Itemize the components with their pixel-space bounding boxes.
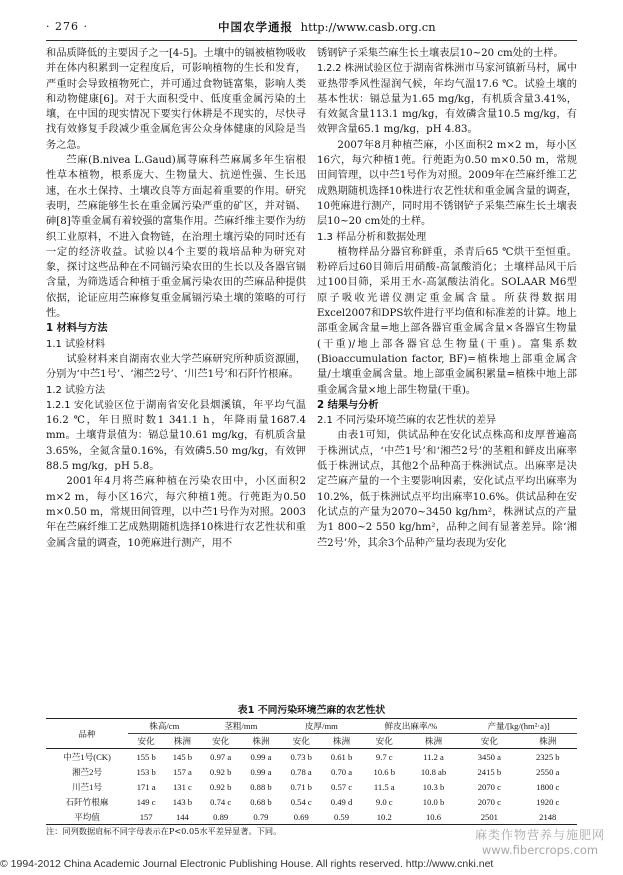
table-cell: 149 c [136, 796, 156, 807]
paragraph: 2007年8月种植苎麻，小区面积2 m×2 m，每小区16穴，每穴种植1蔸。行蔸距为0.50 m×0.50 m，常规田间管理，以中苎1号作为对照。2009年在苎麻纤维工艺成熟期随机选择10株进行农艺性状和重金属含量的调查，10蔸麻进行测产，同时用不锈钢铲子采集苎麻生长土壤表层10~20 cm处的土样。 [317, 139, 577, 228]
table-cell: 0.92 b [209, 766, 232, 777]
table-cell: 10.2 [362, 809, 407, 825]
table-cell-variety: 平均值 [46, 809, 128, 825]
table-cell: 1920 c [536, 796, 560, 807]
subsection-heading: 1.2 试验方法 [46, 384, 106, 396]
table-header-site: 安化 [362, 734, 407, 749]
table-header-site: 株洲 [321, 734, 361, 749]
table-header-site: 安化 [128, 734, 164, 749]
table-cell: 0.74 c [210, 796, 232, 807]
table-header-site: 安化 [201, 734, 241, 749]
paragraph: 试验材料来自湖南农业大学苎麻研究所种质资源圃，分别为‘中苎1号’、‘湘苎2号’、‘川苎1号’和石阡竹根麻。 [46, 353, 306, 381]
paragraph [46, 398, 306, 474]
table-header-site: 株洲 [519, 734, 577, 749]
table-cell: 0.59 [321, 809, 361, 825]
table-cell: 0.99 a [250, 751, 272, 762]
table-cell: 9.0 c [375, 796, 393, 807]
table-cell: 11.5 a [373, 781, 395, 792]
table-row [46, 794, 577, 809]
agronomic-traits-table [46, 718, 577, 825]
table-cell: 2550 a [536, 766, 560, 777]
section-heading: 1 材料与方法 [46, 323, 108, 335]
watermark-line: www.fibercrops.com [481, 843, 599, 857]
table-header-site: 株洲 [164, 734, 200, 749]
table-cell: 2070 c [477, 796, 501, 807]
watermark-line: 麻类作物营养与施肥网 [474, 828, 605, 842]
sub-subsection-heading: 1.2.2 株洲试验区 [317, 63, 393, 75]
paragraph: 植物样品分器官称鲜重，杀青后65 ℃烘干至恒重。粉碎后过60目筛后用硝酸-高氯酸消化；土壤样品风干后过100目筛，采用王水-高氯酸法消化。SOLAAR M6型原子吸收光谱仪测定重金属含量。所获得数据用Excel2007和DPS软件进行平均值和标准差的计算。地上部重金属含量=地上部各器官重金属含量×各器官生物量(干重)/地上部各器官总生物量(干重)。富集系数(Bioaccumulation factor, BF)=植株地上部重金属含量/土壤重金属含量。地上部重金属积累量=植株中地上部重金属含量×地上部生物量(干重)。 [317, 246, 577, 396]
page-number: · 276 · [46, 20, 88, 33]
watermark [475, 826, 605, 857]
table-row [46, 764, 577, 779]
table-cell: 0.78 a [290, 766, 312, 777]
table-cell: 10.6 [407, 809, 460, 825]
table-cell: 0.49 d [330, 796, 353, 807]
table-cell: 171 a [136, 781, 156, 792]
table-cell: 3450 a [477, 751, 501, 762]
paragraph: 苎麻(B.nivea L.Gaud)属荨麻科苎麻属多年生宿根性草本植物，根系庞大、生物量大、抗逆性强、生长迅速，在水土保持、土壤改良等方面起着重要的作用。研究表明，苎麻能够生长在重金属污染严重的矿区，并对镉、砷[8]等重金属有着较强的富集作用。苎麻纤维主要作为纺织工业原料，不进入食物链，在治理土壤污染的同时还有一定的经济收益。试验以4个主要的栽培品种为研究对象，探讨这些品种在不同镉污染农田的生长以及各器官镉含量，为筛选适合种植于重金属污染农田的苎麻品种提供依据，论证应用苎麻修复重金属镉污染土壤的策略的可行性。 [46, 155, 306, 320]
subsection-heading: 1.3 样品分析和数据处理 [317, 231, 427, 243]
left-column [46, 46, 306, 551]
table-cell: 0.54 c [290, 796, 312, 807]
table-cell: 0.97 a [210, 751, 232, 762]
table-header-group: 皮厚/mm [281, 719, 362, 734]
table-cell: 10.0 b [422, 796, 445, 807]
paragraph: 由表1可知，供试品种在安化试点株高和皮厚普遍高于株洲试点，‘中苎1号’和‘湘苎2号’的茎粗和鲜皮出麻率低于株洲试点，其他2个品种高于株洲试点。出麻率是决定苎麻产量的一个主要影响因素，安化试点平均出麻率为10.2%，低于株洲试点平均出麻率10.6%。供试品种在安化试点的产量为2070~3450 kg/hm²，株洲试点的产量为1 800~2 550 kg/hm²，品种之间有显著差异。除‘湘苎2号’外，其余3个品种产量均表现为安化 [317, 430, 577, 549]
table-cell: 9.7 c [375, 751, 393, 762]
table-cell: 0.73 b [290, 751, 312, 762]
paragraph: 和品质降低的主要因子之一[4-5]。土壤中的镉被植物吸收并在体内积累到一定程度后，可影响植物的生长和发育，严重时会导致植物死亡，并可通过食物链富集，影响人类和动物健康[6]。对于大面积受中、低度重金属污染的土壤，在中国的现实情况下要实行休耕是不现实的，尽快寻找有效修复手段减少重金属危害公众身体健康的风险是当务之急。 [46, 48, 306, 151]
table-cell: 2415 b [477, 766, 502, 777]
table-cell: 157 [128, 809, 164, 825]
table-cell: 0.68 b [250, 796, 272, 807]
paragraph-text: 位于湖南省安化县烟溪镇，年平均气温16.2 ℃，年日照时数1 341.1 h，年降雨量1687.4 mm。土壤背景值为：镉总量10.61 mg/kg，有机质含量3.65%，全氮含量0.16%，有效磷5.50 mg/kg，有效钾88.5 mg/kg，pH 5.8。 [46, 399, 306, 473]
table-cell: 0.79 [241, 809, 281, 825]
table-cell: 0.71 b [290, 781, 312, 792]
table-cell: 131 c [172, 781, 192, 792]
table-cell: 0.89 [201, 809, 241, 825]
table-cell: 0.92 b [209, 781, 232, 792]
table-cell-variety: 石阡竹根麻 [65, 796, 109, 807]
table-cell: 153 b [136, 766, 156, 777]
right-column [317, 46, 577, 551]
table-cell: 0.88 b [250, 781, 272, 792]
copyright-footer: © 1994-2012 China Academic Journal Electronic Publishing House. All rights reserved. http://www.cnki.net [0, 858, 494, 870]
table-header-group: 茎粗/mm [201, 719, 282, 734]
section-heading: 2 结果与分析 [317, 399, 379, 411]
header-divider [46, 40, 577, 41]
table-cell-variety: 湘苎2号 [71, 766, 103, 777]
journal-url[interactable]: http://www.casb.org.cn [300, 20, 436, 34]
table-row [46, 749, 577, 765]
table-cell: 11.2 a [423, 751, 444, 762]
table-cell-variety: 川苎1号 [71, 781, 103, 792]
table-cell: 2501 [460, 809, 518, 825]
table-row [46, 809, 577, 825]
table-cell: 0.61 b [330, 751, 353, 762]
table-cell: 2325 b [535, 751, 560, 762]
table-header-site: 株洲 [407, 734, 460, 749]
table-cell: 0.99 a [250, 766, 272, 777]
paragraph-text: 位于湖南省株洲市马家河镇新马村，属中亚热带季风性湿润气候，年均气温17.6 ℃。试验土壤的基本性状：镉总量为1.65 mg/kg，有机质含量3.41%，有效氮含量113.1 mg/kg，有效磷含量10.5 mg/kg，有效钾含量65.1 mg/kg，pH 4.83。 [317, 63, 578, 136]
table-header-site: 安化 [460, 734, 518, 749]
table-cell: 0.70 a [331, 766, 353, 777]
table-cell: 10.8 ab [420, 766, 447, 777]
running-header [218, 19, 436, 35]
table-cell: 10.6 b [373, 766, 395, 777]
table-cell: 143 b [172, 796, 193, 807]
sub-subsection-heading: 1.2.1 安化试验区 [46, 399, 125, 411]
table-cell: 157 a [172, 766, 192, 777]
table-cell: 2070 c [477, 781, 501, 792]
subsection-heading: 1.1 试验材料 [46, 338, 106, 350]
table-header-site: 安化 [281, 734, 321, 749]
table-cell: 0.69 [281, 809, 321, 825]
paragraph: 2001年4月将苎麻种植在污染农田中，小区面积2 m×2 m，每小区16穴，每穴种植1蔸。行蔸距为0.50 m×0.50 m，常规田间管理，以中苎1号作为对照。2003年在苎麻纤维工艺成熟期随机选择10株进行农艺性状和重金属含量的调查，10蔸麻进行测产，用不 [46, 476, 306, 549]
paragraph [317, 61, 577, 137]
table-cell-variety: 中苎1号(CK) [63, 751, 111, 762]
subsection-heading: 2.1 不同污染环境苎麻的农艺性状的差异 [317, 415, 497, 427]
table-note: 注：同列数据肩标不同字母表示在P<0.05水平差异显著。下同。 [46, 826, 282, 836]
journal-name: 中国农学通报 [218, 20, 293, 34]
table-header-group: 鲜皮出麻率/% [362, 719, 460, 734]
table-cell: 0.57 c [331, 781, 353, 792]
table-header-group: 产量/[kg/(hm²·a)] [460, 719, 577, 734]
table-cell: 155 b [136, 751, 156, 762]
table-title: 表1 不同污染环境苎麻的农艺性状 [237, 705, 386, 716]
table-body [46, 749, 577, 825]
table-cell: 10.3 b [422, 781, 445, 792]
table-header-variety: 品种 [46, 719, 128, 749]
paragraph: 锈钢铲子采集苎麻生长土壤表层10~20 cm处的土样。 [317, 48, 564, 59]
table-row [46, 779, 577, 794]
table-cell: 145 b [172, 751, 193, 762]
table-cell: 2148 [519, 809, 577, 825]
table-cell: 1800 c [536, 781, 560, 792]
table-cell: 144 [164, 809, 200, 825]
table-header-site: 株洲 [241, 734, 281, 749]
table-header-group: 株高/cm [128, 719, 201, 734]
